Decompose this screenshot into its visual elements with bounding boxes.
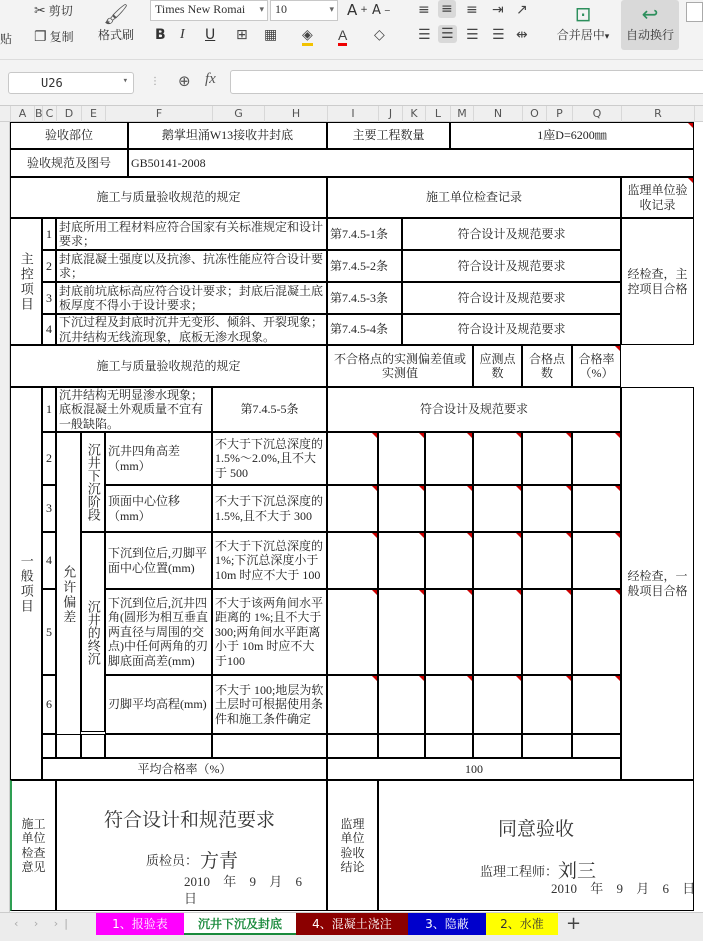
deviation-header[interactable]: 不合格点的实测偏差值或实测值 — [327, 345, 473, 387]
general-item-limit[interactable] — [212, 734, 327, 758]
main-conclusion[interactable]: 经检查，主控项目合格 — [621, 218, 694, 345]
main-item-no[interactable]: 4 — [42, 314, 56, 345]
copy-icon: ❐ — [34, 28, 47, 45]
column-header-o[interactable]: O — [523, 106, 547, 122]
general-item-name[interactable]: 沉井四角高差（mm） — [105, 432, 212, 485]
font-color-icon: A — [338, 27, 347, 46]
points-cell[interactable] — [473, 432, 522, 485]
deviation-cell[interactable] — [327, 734, 378, 758]
dots-icon: ⋮ — [150, 76, 160, 87]
pass-points-cell[interactable] — [522, 485, 572, 532]
general-item-clause-1[interactable]: 第7.4.5-5条 — [212, 387, 327, 432]
pass-points-cell[interactable] — [522, 675, 572, 734]
supervisor-engineer-name: 刘三 — [558, 861, 597, 882]
main-item-clause[interactable]: 第7.4.5-3条 — [327, 282, 402, 314]
sink-final-label[interactable] — [81, 532, 105, 732]
rate-cell[interactable] — [572, 589, 621, 675]
deviation-cell[interactable] — [378, 532, 425, 589]
general-item-name[interactable]: 刃脚平均高程(mm) — [105, 675, 212, 734]
points-header[interactable]: 应测点数 — [473, 345, 522, 387]
indent-icon: ⇥ — [492, 2, 504, 18]
general-item-no[interactable]: 6 — [42, 675, 56, 734]
italic-label: I — [180, 27, 185, 42]
distribute-icon: ⇹ — [516, 27, 528, 43]
column-header-m[interactable]: M — [451, 106, 474, 122]
sheet-tab[interactable]: 1、报验表 — [96, 913, 184, 935]
sheet-tab[interactable]: 4、混凝土浇注 — [296, 913, 408, 935]
sheet-tab[interactable]: 沉井下沉及封底 — [184, 913, 296, 935]
supervisor-opinion-label[interactable] — [327, 780, 378, 911]
main-item-result[interactable]: 符合设计及规范要求 — [402, 218, 621, 250]
general-group-text: 一般项目 — [18, 553, 34, 614]
column-header-h[interactable]: H — [265, 106, 328, 122]
column-header-g[interactable]: G — [213, 106, 265, 122]
deviation-cell[interactable] — [425, 734, 473, 758]
font-name-value: Times New Romai — [155, 2, 246, 16]
main-quantity-label[interactable]: 主要工程数量 — [327, 122, 450, 149]
general-item-no[interactable]: 5 — [42, 589, 56, 675]
grow-font-button[interactable]: A + — [347, 1, 368, 19]
inspector-name: 方青 — [200, 851, 239, 872]
shrink-font-button[interactable]: A − — [372, 3, 391, 18]
column-header-l[interactable]: L — [426, 106, 451, 122]
eraser-icon: ◇ — [374, 27, 385, 43]
border-icon: ⊞ — [236, 27, 248, 43]
points-cell[interactable] — [473, 485, 522, 532]
sheet-tab[interactable]: 3、隐蔽 — [408, 913, 486, 935]
deviation-cell[interactable] — [378, 675, 425, 734]
deviation-cell[interactable] — [425, 589, 473, 675]
general-item-no[interactable]: 3 — [42, 485, 56, 532]
deviation-cell[interactable] — [378, 485, 425, 532]
sheet-tab-bar — [0, 912, 703, 941]
column-header-q[interactable]: Q — [573, 106, 622, 122]
points-cell[interactable] — [473, 532, 522, 589]
align-right-icon: ☰ — [466, 27, 479, 43]
average-rate-value[interactable]: 100 — [327, 758, 621, 780]
wrap-text-label: 自动换行 — [625, 28, 674, 42]
pass-points-header[interactable]: 合格点数 — [522, 345, 572, 387]
general-item-limit[interactable]: 不大于 100;地层为软土层时可根据使用条件和施工条件确定 — [212, 675, 327, 734]
acceptance-part-label[interactable]: 验收部位 — [10, 122, 128, 149]
main-item-text[interactable]: 封底所用工程材料应符合国家有关标准规定和设计要求； — [56, 218, 327, 250]
average-rate-label[interactable]: 平均合格率（%） — [42, 758, 327, 780]
fx-icon[interactable]: fx — [205, 71, 216, 87]
deviation-cell[interactable] — [425, 485, 473, 532]
pass-points-cell[interactable] — [522, 589, 572, 675]
sink-final-text: 沉井的终沉 — [85, 599, 101, 665]
add-sheet-button[interactable]: + — [566, 913, 582, 934]
column-header-r[interactable]: R — [622, 106, 695, 122]
general-item-name[interactable]: 下沉到位后,刃脚平面中心位置(mm) — [105, 532, 212, 589]
underline-label: U — [205, 27, 216, 43]
allowed-deviation-cell[interactable] — [56, 734, 81, 758]
general-item-result-1[interactable]: 符合设计及规范要求 — [327, 387, 621, 432]
deviation-cell[interactable] — [378, 589, 425, 675]
tab-nav-arrows-icon[interactable]: ‹ › ›| — [14, 917, 74, 930]
deviation-cell[interactable] — [378, 734, 425, 758]
deviation-cell[interactable] — [425, 432, 473, 485]
points-cell[interactable] — [473, 675, 522, 734]
main-item-no[interactable]: 1 — [42, 218, 56, 250]
general-item-no[interactable]: 4 — [42, 532, 56, 589]
spec-label[interactable]: 验收规范及图号 — [10, 149, 128, 177]
pass-points-cell[interactable] — [522, 532, 572, 589]
chevron-down-icon: ▾ — [259, 4, 264, 14]
bold-label: B — [155, 27, 166, 43]
general-item-limit[interactable]: 不大于下沉总深度的1.5%,且不大于 300 — [212, 485, 327, 532]
inspector-label: 质检员： — [146, 853, 199, 868]
brush-icon: 🖌 — [103, 2, 129, 26]
wrap-text-icon: ↩ — [641, 2, 659, 26]
scissors-icon: ✂ — [34, 2, 46, 19]
column-header-e[interactable]: E — [82, 106, 106, 122]
general-group-label[interactable] — [10, 387, 42, 780]
pass-points-cell[interactable] — [522, 432, 572, 485]
record-header[interactable]: 施工单位检查记录 — [327, 177, 621, 218]
construction-date: 2010 年 9 月 6 日 — [184, 874, 303, 906]
column-header-n[interactable]: N — [474, 106, 523, 122]
general-item-no-1[interactable]: 1 — [42, 387, 56, 432]
column-header-k[interactable]: K — [403, 106, 426, 122]
general-conclusion[interactable]: 经检查，一般项目合格 — [621, 387, 694, 780]
text-direction-icon: ↗ — [516, 2, 528, 18]
spec-value[interactable]: GB50141-2008 — [128, 149, 694, 177]
rate-cell[interactable] — [572, 675, 621, 734]
main-control-group-label[interactable] — [10, 218, 42, 345]
main-item-text[interactable]: 封底混凝土强度以及抗渗、抗冻性能应符合设计要求； — [56, 250, 327, 282]
rate-cell[interactable] — [572, 734, 621, 758]
table-icon: ▦ — [264, 27, 278, 43]
sheet-tab[interactable]: 2、水准 — [486, 913, 558, 935]
deviation-cell[interactable] — [327, 432, 378, 485]
main-item-clause[interactable]: 第7.4.5-1条 — [327, 218, 402, 250]
general-item-text-1[interactable]: 沉井结构无明显渗水现象；底板混凝土外观质量不宜有一般缺陷。 — [56, 387, 212, 432]
allowed-deviation-label[interactable] — [56, 432, 81, 758]
merge-center-label: 合并居中 — [556, 28, 605, 42]
allowed-deviation-text: 允许偏差 — [61, 565, 77, 625]
chevron-down-icon: ▾ — [604, 32, 610, 42]
pass-points-cell[interactable] — [522, 734, 572, 758]
general-item-no[interactable]: 2 — [42, 432, 56, 485]
merge-cells-icon: ⊡ — [574, 2, 592, 26]
deviation-cell[interactable] — [425, 675, 473, 734]
points-cell[interactable] — [473, 589, 522, 675]
main-group-text: 主控项目 — [18, 251, 34, 312]
main-item-result[interactable]: 符合设计及规范要求 — [402, 314, 621, 345]
main-item-text[interactable]: 下沉过程及封底时沉井无变形、倾斜、开裂现象；沉井结构无线流现象，底板无渗水现象。 — [56, 314, 327, 345]
format-painter-label: 格式刷 — [97, 28, 134, 42]
align-left-icon: ☰ — [418, 27, 431, 43]
main-item-clause[interactable]: 第7.4.5-4条 — [327, 314, 402, 345]
general-item-limit[interactable]: 不大于下沉总深度的1%;下沉总深度小于10m 时应不大于 100 — [212, 532, 327, 589]
general-item-name[interactable]: 下沉到位后,沉井四角(圆形为相互垂直两直径与周围的交点)中任何两角的刃脚底面高差(mm) — [105, 589, 212, 675]
column-header-f[interactable]: F — [106, 106, 213, 122]
deviation-cell[interactable] — [327, 532, 378, 589]
main-item-result[interactable]: 符合设计及规范要求 — [402, 282, 621, 314]
chevron-down-icon: ▾ — [329, 4, 334, 14]
supervisor-opinion: 同意验收 — [498, 819, 575, 840]
main-item-clause[interactable]: 第7.4.5-2条 — [327, 250, 402, 282]
rate-cell[interactable] — [572, 532, 621, 589]
cell-reference: U26 — [41, 76, 63, 90]
construction-opinion: 符合设计和规范要求 — [104, 810, 276, 831]
construction-opinion-text: 施工单位检查意见 — [21, 816, 46, 874]
deviation-cell[interactable] — [327, 485, 378, 532]
main-item-no[interactable]: 3 — [42, 282, 56, 314]
general-item-no[interactable] — [42, 734, 56, 758]
deviation-cell[interactable] — [327, 589, 378, 675]
spec-header[interactable]: 施工与质量验收规范的规定 — [10, 177, 327, 218]
align-middle-icon: ≡ — [441, 1, 453, 17]
supervisor-header[interactable]: 监理单位验收记录 — [621, 177, 694, 218]
supervisor-date: 2010 年 9 月 6 日 — [551, 881, 696, 896]
spec-header-2[interactable]: 施工与质量验收规范的规定 — [10, 345, 327, 387]
cut-label: 剪切 — [48, 4, 73, 18]
paint-bucket-icon: ◈ — [302, 27, 313, 46]
sink-stage-text: 沉井下沉阶段 — [85, 443, 101, 521]
column-header-b[interactable]: B — [35, 107, 43, 120]
column-header-c[interactable]: C — [43, 106, 57, 122]
font-size-value: 10 — [275, 2, 287, 16]
deviation-cell[interactable] — [378, 432, 425, 485]
general-item-limit[interactable]: 不大于该两角间水平距离的 1%;且不大于 300;两角间水平距离小于 10m 时应不大于100 — [212, 589, 327, 675]
justify-icon: ☰ — [492, 27, 505, 43]
column-header-i[interactable]: I — [328, 106, 379, 122]
zoom-search-icon[interactable]: ⊕ — [178, 72, 191, 90]
rate-cell[interactable] — [572, 485, 621, 532]
general-item-name[interactable]: 顶面中心位移（mm） — [105, 485, 212, 532]
align-bottom-icon: ≡ — [466, 2, 478, 18]
acceptance-part-value[interactable]: 鹅掌坦涌W13接收井封底 — [128, 122, 327, 149]
points-cell[interactable] — [473, 734, 522, 758]
main-item-text[interactable]: 封底前坑底标高应符合设计要求；封底后混凝土底板厚度不得小于设计要求； — [56, 282, 327, 314]
deviation-cell[interactable] — [425, 532, 473, 589]
main-quantity-value[interactable]: 1座D=6200㎜ — [450, 122, 694, 149]
copy-label: 复制 — [49, 30, 74, 44]
column-header-d[interactable]: D — [57, 106, 82, 122]
sink-stage-label[interactable] — [81, 432, 105, 532]
align-top-icon: ≡ — [418, 2, 430, 18]
main-item-no[interactable]: 2 — [42, 250, 56, 282]
column-header-j[interactable]: J — [379, 106, 403, 122]
paste-label: 贴 — [0, 32, 13, 46]
column-header-a[interactable]: A — [11, 106, 35, 122]
chevron-down-icon: ▾ — [122, 76, 128, 86]
rate-header[interactable]: 合格率（%） — [572, 345, 621, 387]
general-item-name[interactable] — [105, 734, 212, 758]
column-header-p[interactable]: P — [547, 106, 573, 122]
general-item-limit[interactable]: 不大于下沉总深度的1.5%～2.0%,且不大于 500 — [212, 432, 327, 485]
rate-cell[interactable] — [572, 432, 621, 485]
supervisor-opinion-text: 监理单位验收结论 — [340, 816, 365, 874]
main-item-result[interactable]: 符合设计及规范要求 — [402, 250, 621, 282]
supervisor-engineer-label: 监理工程师： — [480, 864, 559, 879]
construction-opinion-label[interactable] — [10, 780, 56, 911]
align-center-icon: ☰ — [441, 26, 454, 42]
deviation-cell[interactable] — [327, 675, 378, 734]
stage-cell[interactable] — [81, 734, 105, 758]
